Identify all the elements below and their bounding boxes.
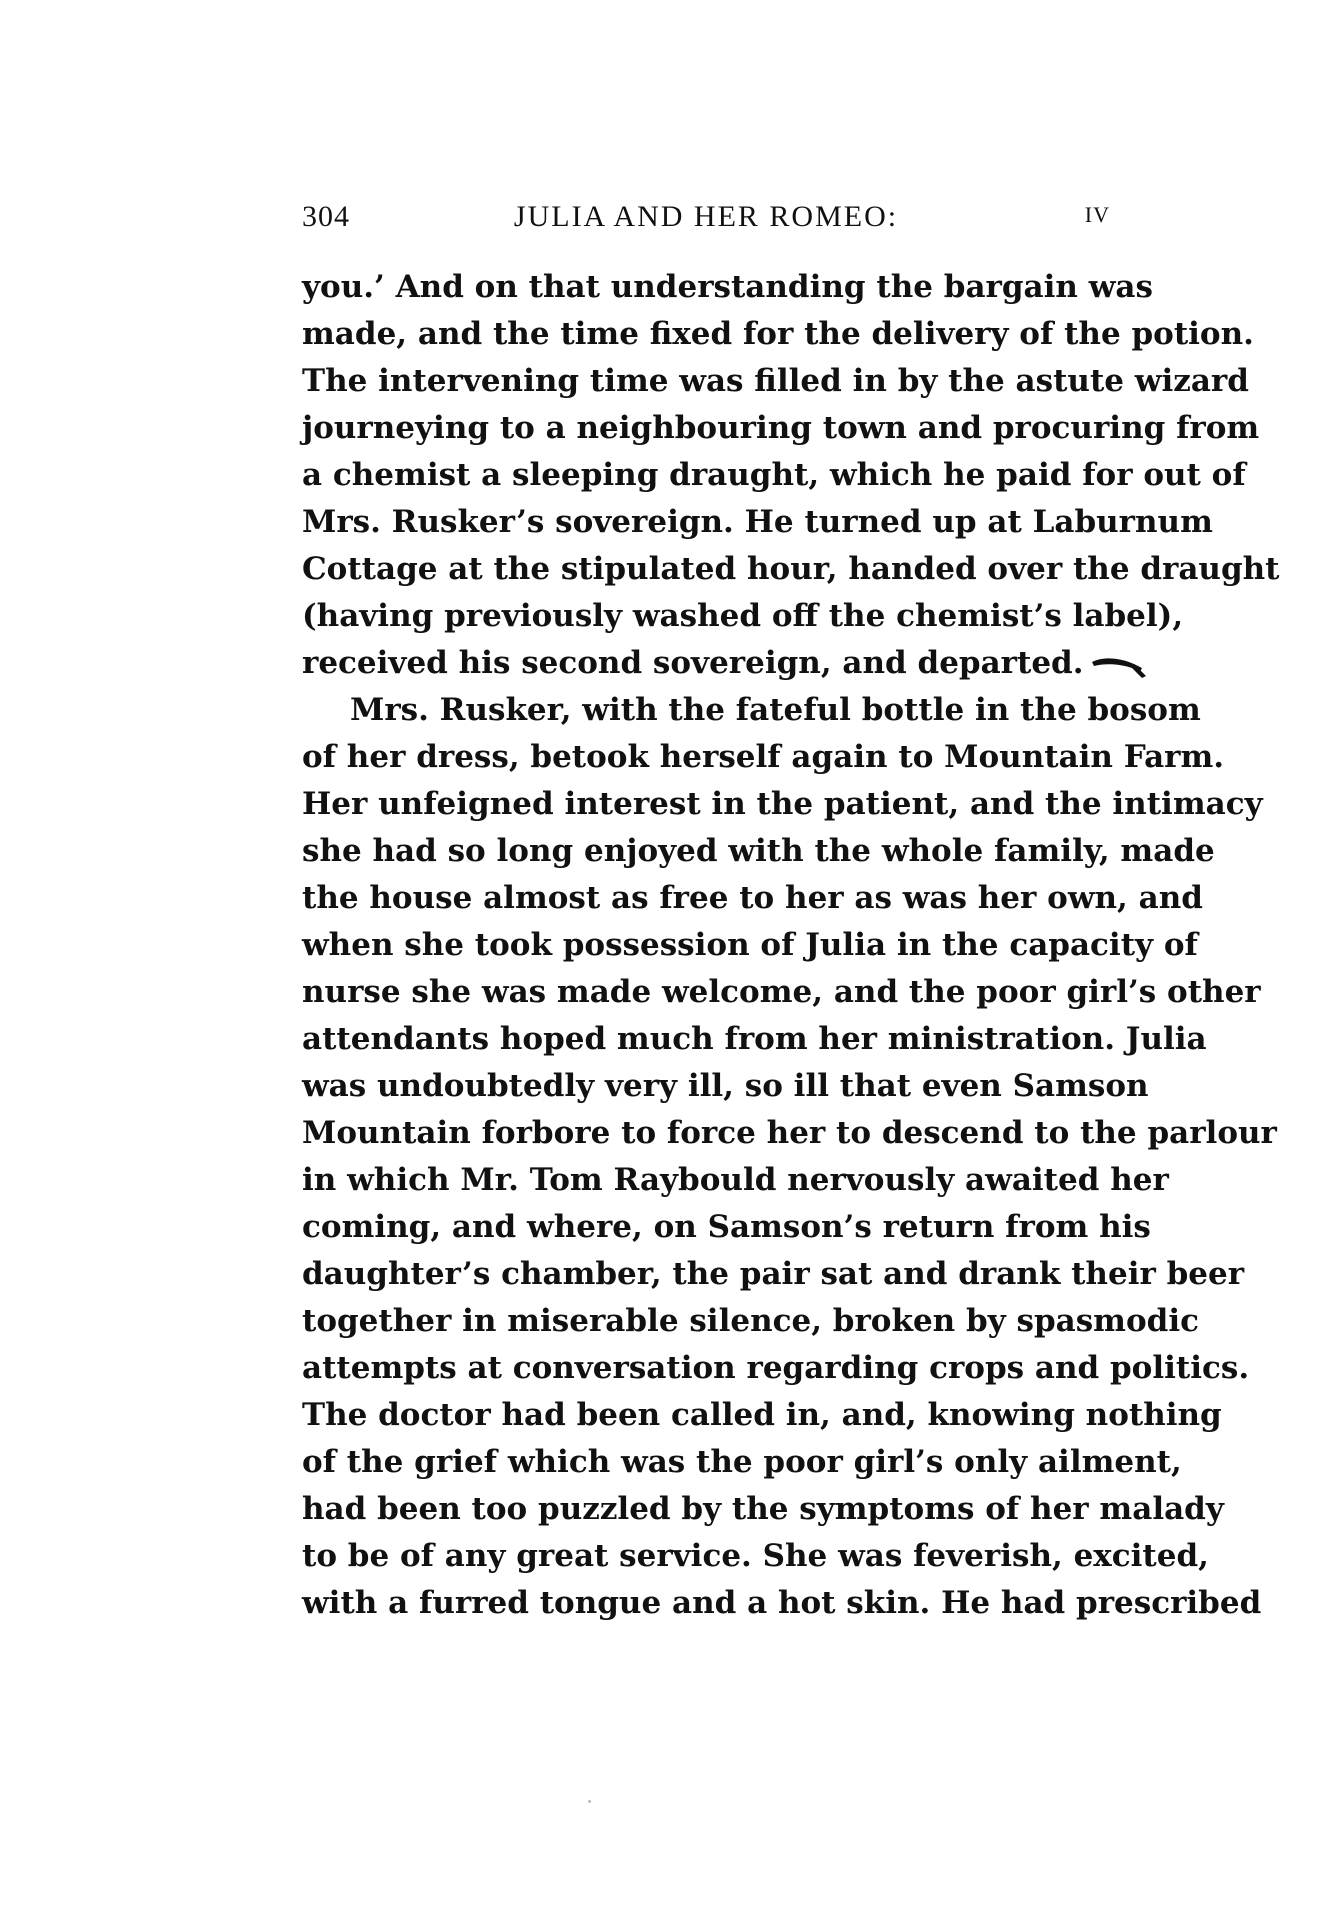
text-line: with a furred tongue and a hot skin. He had prescribed [302, 1585, 1262, 1621]
text-line: to be of any great service. She was feverish, excited, [302, 1538, 1209, 1574]
text-line: (having previously washed off the chemist’s label), [302, 598, 1184, 634]
text-line: nurse she was made welcome, and the poor girl’s other [302, 974, 1261, 1010]
text-line: journeying to a neighbouring town and procuring from [302, 410, 1260, 446]
text-line: attendants hoped much from her ministration. Julia [302, 1021, 1207, 1057]
text-line: Cottage at the stipulated hour, handed over the draught [302, 551, 1280, 587]
paper-speck [588, 1800, 591, 1803]
text-line: coming, and where, on Samson’s return from his [302, 1209, 1151, 1245]
text-line: in which Mr. Tom Raybould nervously awaited her [302, 1162, 1169, 1198]
running-head [302, 200, 1110, 240]
text-line: Her unfeigned interest in the patient, and the intimacy [302, 786, 1263, 822]
text-line: made, and the time fixed for the delivery of the potion. [302, 316, 1254, 352]
text-line: attempts at conversation regarding crops and politics. [302, 1350, 1250, 1386]
text-line: had been too puzzled by the symptoms of her malady [302, 1491, 1224, 1527]
text-line: of the grief which was the poor girl’s only ailment, [302, 1444, 1182, 1480]
body-text [302, 264, 1280, 1627]
text-line: the house almost as free to her as was her own, and [302, 880, 1203, 916]
text-line: a chemist a sleeping draught, which he paid for out of [302, 457, 1246, 493]
chapter-number: IV [1084, 202, 1110, 227]
text-line: Mrs. Rusker’s sovereign. He turned up at Laburnum [302, 504, 1213, 540]
page-number: 304 [302, 200, 350, 233]
text-line: you.’ And on that understanding the bargain was [302, 269, 1153, 305]
text-line: The doctor had been called in, and, knowing nothing [302, 1397, 1222, 1433]
ink-mark-icon [1090, 650, 1150, 680]
text-line: The intervening time was filled in by the astute wizard [302, 363, 1249, 399]
text-line: when she took possession of Julia in the capacity of [302, 927, 1198, 963]
text-line: she had so long enjoyed with the whole family, made [302, 833, 1215, 869]
text-line: daughter’s chamber, the pair sat and drank their beer [302, 1256, 1245, 1292]
text-line: together in miserable silence, broken by spasmodic [302, 1303, 1199, 1339]
text-line: of her dress, betook herself again to Mountain Farm. [302, 739, 1225, 775]
text-line: was undoubtedly very ill, so ill that even Samson [302, 1068, 1149, 1104]
paragraph-start-line: Mrs. Rusker, with the fateful bottle in the bosom [350, 692, 1201, 728]
text-line: Mountain forbore to force her to descend to the parlour [302, 1115, 1277, 1151]
running-title: JULIA AND HER ROMEO: [513, 200, 899, 233]
paragraph-end-line: received his second sovereign, and departed. [302, 645, 1084, 681]
